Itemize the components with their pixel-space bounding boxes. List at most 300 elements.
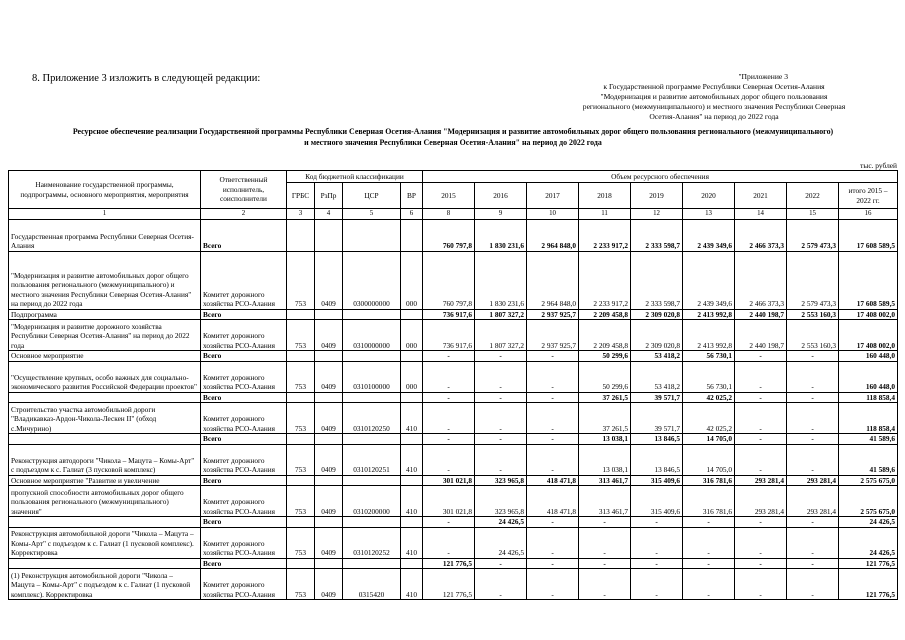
row-value: 42 025,2 — [683, 403, 735, 434]
row-value: - — [475, 392, 527, 403]
row-value: - — [423, 392, 475, 403]
document-title — [14, 126, 892, 148]
row-name: "Модернизация и развитие дорожного хозяйства Республики Северная Осетия-Алания" на период до 2022 года — [9, 320, 201, 351]
row-value: - — [735, 517, 787, 528]
row-name — [9, 517, 201, 528]
row-value: - — [631, 527, 683, 558]
row-value: - — [735, 558, 787, 569]
row-vr — [401, 219, 423, 251]
table-row — [9, 219, 898, 251]
row-grbs — [287, 517, 315, 528]
row-value: 2 209 458,8 — [579, 320, 631, 351]
col-number: 11 — [579, 209, 631, 220]
row-value: - — [735, 434, 787, 445]
row-value: 50 299,6 — [579, 361, 631, 392]
col-number: 14 — [735, 209, 787, 220]
row-rzpr — [315, 517, 343, 528]
row-value: 1 807 327,2 — [475, 320, 527, 351]
row-value: 293 281,4 — [735, 486, 787, 517]
header-year: 2019 — [631, 183, 683, 209]
row-csr: 0310200000 — [343, 486, 401, 517]
row-value: 2 964 848,0 — [527, 251, 579, 309]
row-responsible: Всего — [201, 392, 287, 403]
row-responsible: Всего — [201, 351, 287, 362]
row-csr: 0310120251 — [343, 444, 401, 475]
row-value: - — [475, 361, 527, 392]
row-total: 41 589,6 — [839, 444, 898, 475]
row-value: 2 440 198,7 — [735, 320, 787, 351]
row-rzpr: 0409 — [315, 320, 343, 351]
row-value: 121 776,5 — [423, 558, 475, 569]
row-responsible: Всего — [201, 517, 287, 528]
intro-text: 8. Приложение 3 изложить в следующей редакции: — [32, 73, 261, 84]
row-value: - — [579, 569, 631, 600]
appendix-line: к Государственной программе Республики Северная Осетия-Алания — [603, 82, 825, 91]
row-value: - — [423, 361, 475, 392]
row-name — [9, 392, 201, 403]
row-name: "Осуществление крупных, особо важных для социально-экономического развития Российской Федерации проектов" — [9, 361, 201, 392]
table-row — [9, 558, 898, 569]
row-vr: 410 — [401, 569, 423, 600]
row-name: Подпрограмма — [9, 309, 201, 320]
row-rzpr: 0409 — [315, 569, 343, 600]
row-value: 736 917,6 — [423, 309, 475, 320]
row-rzpr: 0409 — [315, 486, 343, 517]
row-value: 313 461,7 — [579, 475, 631, 486]
header-year: 2018 — [579, 183, 631, 209]
row-rzpr — [315, 475, 343, 486]
col-number: 10 — [527, 209, 579, 220]
row-value: - — [631, 558, 683, 569]
header-name: Наименование государственной программы, подпрограммы, основного мероприятия, мероприятия — [9, 171, 201, 209]
row-responsible: Комитет дорожного хозяйства РСО-Алания — [201, 251, 287, 309]
row-rzpr: 0409 — [315, 527, 343, 558]
row-csr: 0310000000 — [343, 320, 401, 351]
row-value: - — [527, 351, 579, 362]
row-csr — [343, 392, 401, 403]
header-year: 2016 — [475, 183, 527, 209]
row-value: 2 333 598,7 — [631, 251, 683, 309]
row-rzpr — [315, 392, 343, 403]
row-value: - — [787, 403, 839, 434]
row-grbs — [287, 219, 315, 251]
row-csr — [343, 558, 401, 569]
row-vr: 410 — [401, 486, 423, 517]
row-name — [9, 434, 201, 445]
row-value: - — [787, 392, 839, 403]
row-value: - — [475, 403, 527, 434]
row-total: 17 608 589,5 — [839, 251, 898, 309]
row-value: - — [631, 569, 683, 600]
row-total: 160 448,0 — [839, 351, 898, 362]
row-name: Реконструкция автодороги "Чикола – Мацута – Комы-Арт" с подъездом к с. Галиат (3 пусковой комплекс) — [9, 444, 201, 475]
row-value: 2 937 925,7 — [527, 320, 579, 351]
row-value: - — [631, 517, 683, 528]
row-total: 118 858,4 — [839, 392, 898, 403]
row-value: 121 776,5 — [423, 569, 475, 600]
row-value: - — [527, 444, 579, 475]
row-csr: 0310120252 — [343, 527, 401, 558]
col-number: 3 — [287, 209, 315, 220]
row-value: - — [527, 434, 579, 445]
table-row — [9, 403, 898, 434]
row-name: "Модернизация и развитие автомобильных дорог общего пользования регионального (межмуниципального) и местного значения Республики Северная Осетия-Алания" на период до 2022 года — [9, 251, 201, 309]
row-value: 316 781,6 — [683, 486, 735, 517]
row-value: - — [787, 444, 839, 475]
header-year: 2015 — [423, 183, 475, 209]
row-csr — [343, 351, 401, 362]
row-value: - — [423, 351, 475, 362]
row-value: 39 571,7 — [631, 392, 683, 403]
table-row — [9, 486, 898, 517]
row-value: 13 038,1 — [579, 434, 631, 445]
row-total: 17 408 002,0 — [839, 320, 898, 351]
row-value: 736 917,6 — [423, 320, 475, 351]
row-value: 418 471,8 — [527, 486, 579, 517]
row-rzpr — [315, 558, 343, 569]
table-row — [9, 475, 898, 486]
row-value: 42 025,2 — [683, 392, 735, 403]
row-value: 14 705,0 — [683, 444, 735, 475]
header-vr: ВР — [401, 183, 423, 209]
table-row — [9, 361, 898, 392]
row-value: - — [475, 569, 527, 600]
table-row — [9, 527, 898, 558]
row-value: 39 571,7 — [631, 403, 683, 434]
col-number: 4 — [315, 209, 343, 220]
row-value: 1 807 327,2 — [475, 309, 527, 320]
col-number: 13 — [683, 209, 735, 220]
row-value: - — [579, 527, 631, 558]
header-year: 2017 — [527, 183, 579, 209]
row-value: - — [683, 517, 735, 528]
row-value: 24 426,5 — [475, 527, 527, 558]
col-number: 6 — [401, 209, 423, 220]
header-volume: Объем ресурсного обеспечения — [423, 171, 898, 183]
row-value: 2 440 198,7 — [735, 309, 787, 320]
row-value: 1 830 231,6 — [475, 251, 527, 309]
header-code: Код бюджетной классификации — [287, 171, 423, 183]
row-value: 301 021,8 — [423, 475, 475, 486]
row-value: - — [787, 361, 839, 392]
row-rzpr — [315, 309, 343, 320]
row-total: 2 575 675,0 — [839, 486, 898, 517]
row-csr: 0300000000 — [343, 251, 401, 309]
row-value: 2 579 473,3 — [787, 251, 839, 309]
row-value: - — [787, 434, 839, 445]
row-value: - — [735, 403, 787, 434]
row-rzpr — [315, 434, 343, 445]
row-value: - — [787, 569, 839, 600]
header-year: 2022 — [787, 183, 839, 209]
row-name: (1) Реконструкция автомобильной дороги "Чикола – Мацута – Комы-Арт" с подъездом к с. Галиат (1 пусковой комплекс). Корректировка — [9, 569, 201, 600]
header-rzpr: РзПр — [315, 183, 343, 209]
row-total: 121 776,5 — [839, 558, 898, 569]
row-value: - — [787, 558, 839, 569]
row-responsible: Комитет дорожного хозяйства РСО-Алания — [201, 486, 287, 517]
title-line: Ресурсное обеспечение реализации Государственной программы Республики Северная Осетия-Алания "Модернизация и развитие автомобильных дорог общего пользования регионального (межмуниципального) — [72, 127, 834, 136]
table-row — [9, 251, 898, 309]
row-vr: 410 — [401, 527, 423, 558]
row-vr — [401, 309, 423, 320]
row-csr: 0315420 — [343, 569, 401, 600]
row-grbs — [287, 309, 315, 320]
col-number: 16 — [839, 209, 898, 220]
row-name: пропускной способности автомобильных дорог общего пользования регионального (межмуниципального) значения" — [9, 486, 201, 517]
row-value: 2 439 349,6 — [683, 251, 735, 309]
row-value: 2 439 349,6 — [683, 219, 735, 251]
row-vr — [401, 392, 423, 403]
row-value: 2 466 373,3 — [735, 219, 787, 251]
row-grbs: 753 — [287, 320, 315, 351]
row-value: - — [683, 569, 735, 600]
row-value: - — [735, 569, 787, 600]
row-value: 2 309 020,8 — [631, 320, 683, 351]
table-row — [9, 517, 898, 528]
row-value: - — [423, 517, 475, 528]
row-grbs — [287, 392, 315, 403]
row-value: - — [735, 351, 787, 362]
row-value: - — [475, 558, 527, 569]
row-value: 2 964 848,0 — [527, 219, 579, 251]
row-vr — [401, 517, 423, 528]
row-value: 418 471,8 — [527, 475, 579, 486]
row-value: 1 830 231,6 — [475, 219, 527, 251]
row-value: - — [787, 351, 839, 362]
row-value: 13 038,1 — [579, 444, 631, 475]
col-number: 12 — [631, 209, 683, 220]
row-name — [9, 558, 201, 569]
row-value: - — [423, 444, 475, 475]
row-value: - — [579, 517, 631, 528]
row-grbs: 753 — [287, 361, 315, 392]
row-total: 2 575 675,0 — [839, 475, 898, 486]
row-value: 2 553 160,3 — [787, 320, 839, 351]
row-value: 760 797,8 — [423, 219, 475, 251]
row-responsible: Комитет дорожного хозяйства РСО-Алания — [201, 527, 287, 558]
row-vr: 000 — [401, 251, 423, 309]
row-value: - — [787, 527, 839, 558]
row-value: 24 426,5 — [475, 517, 527, 528]
row-name: Основное мероприятие — [9, 351, 201, 362]
row-value: - — [475, 444, 527, 475]
row-value: - — [735, 392, 787, 403]
row-value: - — [423, 403, 475, 434]
row-value: - — [735, 527, 787, 558]
row-value: 293 281,4 — [787, 475, 839, 486]
row-vr — [401, 351, 423, 362]
row-csr — [343, 475, 401, 486]
table-row — [9, 309, 898, 320]
row-name: Государственная программа Республики Северная Осетия-Алания — [9, 219, 201, 251]
row-grbs — [287, 475, 315, 486]
appendix-line: Осетия-Алания" на период до 2022 года — [649, 112, 779, 121]
row-csr — [343, 309, 401, 320]
appendix-header — [548, 72, 880, 122]
appendix-line: "Приложение 3 — [738, 72, 788, 81]
row-value: 56 730,1 — [683, 361, 735, 392]
col-number: 8 — [423, 209, 475, 220]
row-grbs — [287, 351, 315, 362]
col-number: 1 — [9, 209, 201, 220]
row-value: 2 209 458,8 — [579, 309, 631, 320]
row-value: - — [423, 527, 475, 558]
row-rzpr — [315, 351, 343, 362]
row-responsible: Комитет дорожного хозяйства РСО-Алания — [201, 569, 287, 600]
row-value: - — [735, 444, 787, 475]
row-vr — [401, 558, 423, 569]
row-responsible: Всего — [201, 475, 287, 486]
table-body — [9, 219, 898, 600]
row-value: 37 261,5 — [579, 392, 631, 403]
row-name: Основное мероприятие "Развитие и увеличение — [9, 475, 201, 486]
row-rzpr: 0409 — [315, 444, 343, 475]
row-value: - — [527, 527, 579, 558]
row-responsible: Комитет дорожного хозяйства РСО-Алания — [201, 320, 287, 351]
table-row — [9, 392, 898, 403]
row-grbs: 753 — [287, 569, 315, 600]
row-value: 14 705,0 — [683, 434, 735, 445]
row-value: - — [579, 558, 631, 569]
row-grbs: 753 — [287, 444, 315, 475]
row-csr — [343, 434, 401, 445]
row-value: - — [683, 527, 735, 558]
row-total: 118 858,4 — [839, 403, 898, 434]
row-value: - — [527, 569, 579, 600]
row-value: 13 846,5 — [631, 444, 683, 475]
row-value: 2 466 373,3 — [735, 251, 787, 309]
row-value: 315 409,6 — [631, 475, 683, 486]
row-rzpr: 0409 — [315, 403, 343, 434]
row-value: - — [787, 517, 839, 528]
row-responsible: Всего — [201, 219, 287, 251]
header-responsible: Ответственный исполнитель, соисполнители — [201, 171, 287, 209]
col-number: 15 — [787, 209, 839, 220]
row-value: 37 261,5 — [579, 403, 631, 434]
row-total: 24 426,5 — [839, 517, 898, 528]
row-responsible: Всего — [201, 558, 287, 569]
row-value: 50 299,6 — [579, 351, 631, 362]
table-row — [9, 320, 898, 351]
row-total: 160 448,0 — [839, 361, 898, 392]
row-responsible: Комитет дорожного хозяйства РСО-Алания — [201, 403, 287, 434]
row-value: 301 021,8 — [423, 486, 475, 517]
row-csr — [343, 517, 401, 528]
row-rzpr: 0409 — [315, 251, 343, 309]
table-row — [9, 351, 898, 362]
row-vr — [401, 475, 423, 486]
row-value: - — [527, 558, 579, 569]
row-value: 56 730,1 — [683, 351, 735, 362]
row-csr: 0310100000 — [343, 361, 401, 392]
row-value: 316 781,6 — [683, 475, 735, 486]
row-value: - — [527, 361, 579, 392]
row-vr — [401, 434, 423, 445]
row-value: 293 281,4 — [787, 486, 839, 517]
row-value: 2 309 020,8 — [631, 309, 683, 320]
row-value: 760 797,8 — [423, 251, 475, 309]
row-value: 2 413 992,8 — [683, 309, 735, 320]
row-value: 2 333 598,7 — [631, 219, 683, 251]
row-rzpr — [315, 219, 343, 251]
header-year: 2021 — [735, 183, 787, 209]
row-value: 53 418,2 — [631, 361, 683, 392]
row-total: 17 408 002,0 — [839, 309, 898, 320]
row-responsible: Комитет дорожного хозяйства РСО-Алания — [201, 361, 287, 392]
row-value: - — [683, 558, 735, 569]
col-number: 9 — [475, 209, 527, 220]
row-total: 24 426,5 — [839, 527, 898, 558]
row-value: 293 281,4 — [735, 475, 787, 486]
col-number: 2 — [201, 209, 287, 220]
table-row — [9, 569, 898, 600]
row-grbs — [287, 558, 315, 569]
row-value: - — [475, 351, 527, 362]
row-value: 323 965,8 — [475, 475, 527, 486]
row-responsible: Комитет дорожного хозяйства РСО-Алания — [201, 444, 287, 475]
row-value: 2 233 917,2 — [579, 251, 631, 309]
row-vr: 000 — [401, 361, 423, 392]
row-grbs — [287, 434, 315, 445]
row-value: 2 233 917,2 — [579, 219, 631, 251]
row-value: 2 579 473,3 — [787, 219, 839, 251]
row-csr: 0310120250 — [343, 403, 401, 434]
row-value: 2 553 160,3 — [787, 309, 839, 320]
row-value: 323 965,8 — [475, 486, 527, 517]
table-row — [9, 444, 898, 475]
row-vr: 410 — [401, 403, 423, 434]
row-value: 313 461,7 — [579, 486, 631, 517]
row-csr — [343, 219, 401, 251]
row-value: - — [527, 517, 579, 528]
row-value: - — [735, 361, 787, 392]
title-line: и местного значения Республики Северная Осетия-Алания" на период до 2022 года — [304, 138, 602, 147]
header-total: итого 2015 – 2022 гг. — [839, 183, 898, 209]
row-value: - — [423, 434, 475, 445]
row-grbs: 753 — [287, 403, 315, 434]
row-value: - — [475, 434, 527, 445]
header-csr: ЦСР — [343, 183, 401, 209]
table-row — [9, 434, 898, 445]
row-name: Реконструкция автомобильной дороги "Чикола – Мацута – Комы-Арт" с подъездом к с. Галиат (1 пусковой комплекс). Корректировка — [9, 527, 201, 558]
row-grbs: 753 — [287, 527, 315, 558]
row-value: 2 937 925,7 — [527, 309, 579, 320]
row-value: 53 418,2 — [631, 351, 683, 362]
row-total: 41 589,6 — [839, 434, 898, 445]
units-label: тыс. рублей — [860, 161, 897, 170]
header-grbs: ГРБС — [287, 183, 315, 209]
row-grbs: 753 — [287, 251, 315, 309]
row-total: 17 608 589,5 — [839, 219, 898, 251]
row-value: - — [527, 403, 579, 434]
row-name: Строительство участка автомобильной дороги "Владикавказ-Ардон-Чикола-Лескен II" (обход с.Мичурино) — [9, 403, 201, 434]
row-grbs: 753 — [287, 486, 315, 517]
row-vr: 000 — [401, 320, 423, 351]
row-total: 121 776,5 — [839, 569, 898, 600]
resource-table — [8, 170, 898, 600]
header-year: 2020 — [683, 183, 735, 209]
row-responsible: Всего — [201, 309, 287, 320]
appendix-line: "Модернизация и развитие автомобильных дорог общего пользования — [600, 92, 828, 101]
col-number: 5 — [343, 209, 401, 220]
row-value: - — [527, 392, 579, 403]
row-vr: 410 — [401, 444, 423, 475]
row-value: 13 846,5 — [631, 434, 683, 445]
row-responsible: Всего — [201, 434, 287, 445]
appendix-line: регионального (межмуниципального) и местного значения Республики Северная — [582, 102, 846, 111]
row-rzpr: 0409 — [315, 361, 343, 392]
row-value: 315 409,6 — [631, 486, 683, 517]
